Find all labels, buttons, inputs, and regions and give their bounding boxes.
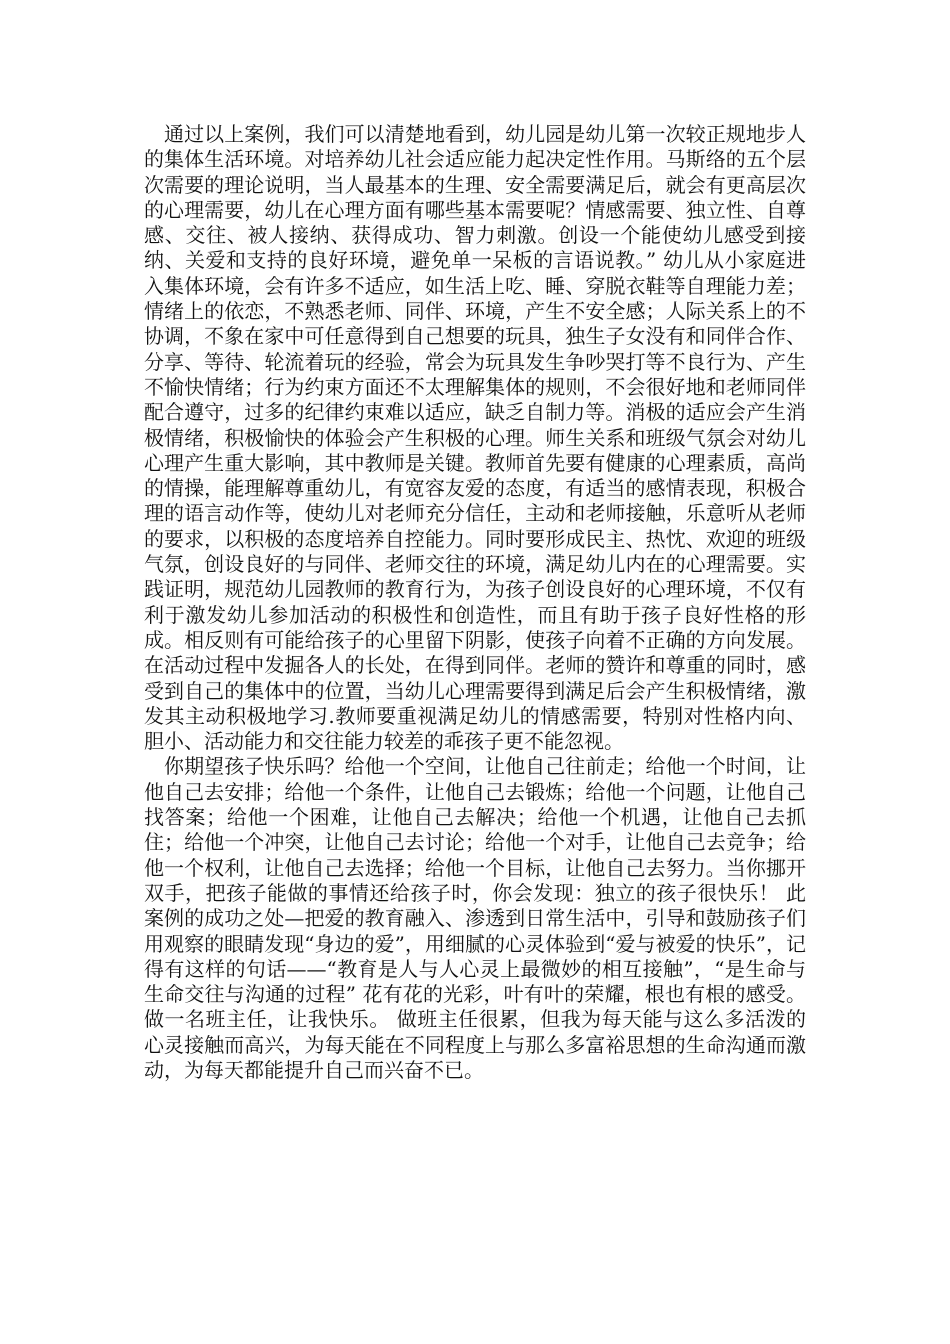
document-body [144,122,806,1083]
paragraph-2: 你期望孩子快乐吗？给他一个空间，让他自己往前走；给他一个时间，让他自己去安排；给他一个条件，让他自己去锻炼；给他一个问题，让他自己找答案；给他一个困难，让他自己去解决；给他一个机遇，让他自己去抓住；给他一个冲突，让他自己去讨论；给他一个对手，让他自己去竞争；给他一个权利，让他自己去选择；给他一个目标，让他自己去努力。当你挪开双手，把孩子能做的事情还给孩子时，你会发现：独立的孩子很快乐！ 此案例的成功之处—把爱的教育融入、渗透到日常生活中，引导和鼓励孩子们用观察的眼睛发现“身边的爱”，用细腻的心灵体验到“爱与被爱的快乐”，记得有这样的句话——“教育是人与人心灵上最微妙的相互接触”，“是生命与生命交往与沟通的过程” 花有花的光彩，叶有叶的荣耀，根也有根的感受。做一名班主任，让我快乐。 做班主任很累，但我为每天能与这么多活泼的心灵接触而高兴，为每天能在不同程度上与那么多富裕思想的生命沟通而激动，为每天都能提升自己而兴奋不已。 [144,754,806,1082]
paragraph-1: 通过以上案例，我们可以清楚地看到，幼儿园是幼儿第一次较正规地步人的集体生活环境。对培养幼儿社会适应能力起决定性作用。马斯络的五个层次需要的理论说明，当人最基本的生理、安全需要满足后，就会有更高层次的心理需要，幼儿在心理方面有哪些基本需要呢？情感需要、独立性、自尊感、交往、被人接纳、获得成功、智力刺激。创设一个能使幼儿感受到接纳、关爱和支持的良好环境，避免单一呆板的言语说教。” 幼儿从小家庭进入集体环境，会有许多不适应，如生活上吃、睡、穿脱衣鞋等自理能力差；情绪上的依恋，不熟悉老师、同伴、环境，产生不安全感；人际关系上的不协调，不象在家中可任意得到自己想要的玩具，独生子女没有和同伴合作、分享、等待、轮流着玩的经验，常会为玩具发生争吵哭打等不良行为、产生不愉快情绪；行为约束方面还不太理解集体的规则，不会很好地和老师同伴配合遵守，过多的纪律约束难以适应，缺乏自制力等。消极的适应会产生消极情绪，积极愉快的体验会产生积极的心理。师生关系和班级气氛会对幼儿心理产生重大影响，其中教师是关键。教师首先要有健康的心理素质，高尚的情操，能理解尊重幼儿，有宽容友爱的态度，有适当的感情表现，积极合理的语言动作等，使幼儿对老师充分信任，主动和老师接触，乐意听从老师的要求，以积极的态度培养自控能力。同时要形成民主、热忱、欢迎的班级气氛，创设良好的与同伴、老师交往的环境，满足幼儿内在的心理需要。实践证明，规范幼儿园教师的教育行为，为孩子创设良好的心理环境，不仅有利于激发幼儿参加活动的积极性和创造性，而且有助于孩子良好性格的形成。相反则有可能给孩子的心里留下阴影，使孩子向着不正确的方向发展。在活动过程中发掘各人的长处，在得到同伴。老师的赞许和尊重的同时，感受到自己的集体中的位置，当幼儿心理需要得到满足后会产生积极情绪，激发其主动积极地学习.教师要重视满足幼儿的情感需要，特别对性格内向、胆小、活动能力和交往能力较差的乖孩子更不能忽视。 [144,122,806,754]
